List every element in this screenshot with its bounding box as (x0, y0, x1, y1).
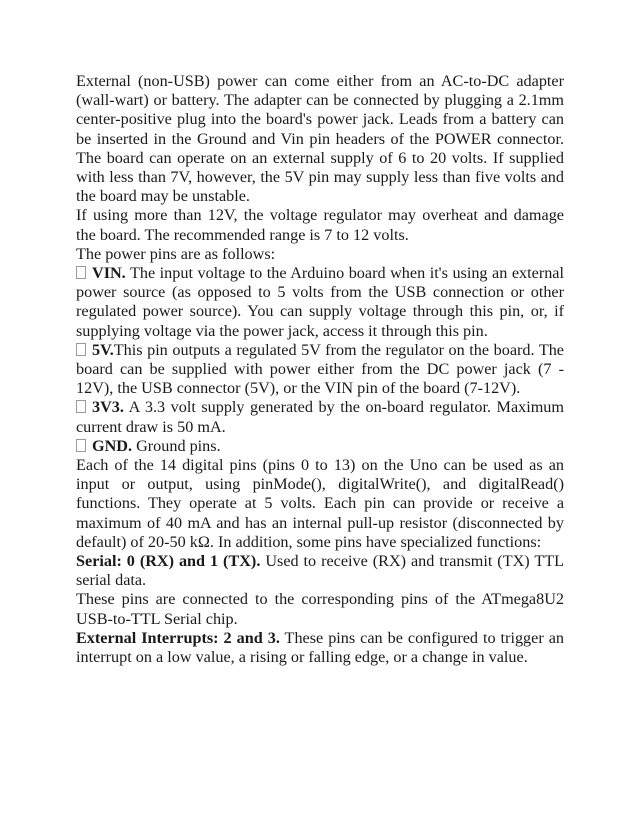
paragraph-atmega: These pins are connected to the corresponding pins of the ATmega8U2 USB-to-TTL Serial chip. (76, 590, 564, 628)
paragraph-external-power: External (non-USB) power can come either from an AC-to-DC adapter (wall-wart) or battery. The adapter can be connected by plugging a 2.1mm center-positive plug into the board's power jack. Leads from a battery can be inserted in the Ground and Vin pin headers of the POWER connector. The board can operate on an external supply of 6 to 20 volts. If supplied with less than 7V, however, the 5V pin may supply less than five volts and the board may be unstable. (76, 72, 564, 206)
paragraph-voltage-warning: If using more than 12V, the voltage regulator may overheat and damage the board. The recommended range is 7 to 12 volts. (76, 206, 564, 244)
term-serial: Serial: 0 (RX) and 1 (TX). (76, 552, 261, 571)
list-item-vin (76, 264, 564, 341)
paragraph-external-interrupts (76, 629, 564, 667)
bullet-icon (76, 343, 86, 356)
description-external-interrupts: These pins can be configured to trigger an interrupt on a low value, a rising or falling edge, or a change in value. (76, 628, 564, 667)
description-5v: This pin outputs a regulated 5V from the regulator on the board. The board can be supplied with power either from the DC power jack (7 - 12V), the USB connector (5V), or the VIN pin of the board (7-12V). (76, 340, 564, 398)
description-vin: The input voltage to the Arduino board when it's using an external power source (as opposed to 5 volts from the USB connection or other regulated power source). You can supply voltage through this pin, or, if supplying voltage via the power jack, access it through this pin. (76, 264, 564, 340)
description-3v3: A 3.3 volt supply generated by the on-board regulator. Maximum current draw is 50 mA. (76, 398, 564, 436)
paragraph-power-pins-intro: The power pins are as follows: (76, 244, 276, 263)
description-serial: Used to receive (RX) and transmit (TX) TTL serial data. (76, 552, 564, 590)
bullet-icon (76, 266, 86, 279)
list-item-3v3 (76, 398, 564, 436)
paragraph-serial (76, 552, 564, 590)
document-page (76, 72, 564, 667)
list-item-5v (76, 341, 564, 399)
list-item-gnd (76, 437, 564, 456)
description-gnd: Ground pins. (132, 436, 221, 455)
paragraph-digital-pins: Each of the 14 digital pins (pins 0 to 13) on the Uno can be used as an input or output, using pinMode(), digitalWrite(), and digitalRead() functions. They operate at 5 volts. Each pin can provide or receive a maximum of 40 mA and has an internal pull-up resistor (disconnected by default) of 20-50 kΩ. In addition, some pins have specialized functions: (76, 456, 564, 551)
bullet-icon (76, 400, 86, 413)
term-vin: VIN. (92, 264, 126, 283)
term-gnd: GND. (92, 436, 133, 455)
term-external-interrupts: External Interrupts: 2 and 3. (76, 628, 280, 647)
bullet-icon (76, 439, 86, 452)
term-5v: 5V. (92, 340, 114, 359)
term-3v3: 3V3. (92, 398, 124, 417)
